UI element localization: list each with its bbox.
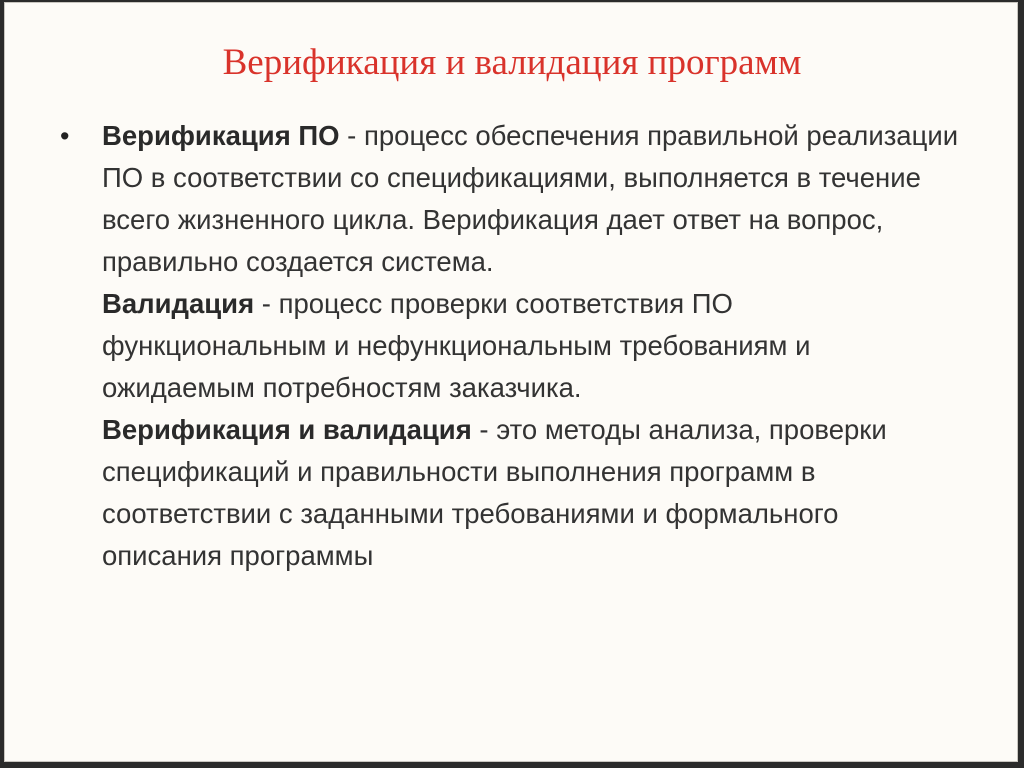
definition-verification-text: - процесс обеспечения правильной реализации ПО в соответствии со спецификациями, выполняется в течение всего жизненного цикла. Верификация дает ответ на вопрос, правильно создается система. [102, 120, 959, 277]
slide-title: Верификация и валидация программ [222, 42, 802, 83]
definition-verification-and-validation-text: - это методы анализа, проверки спецификаций и правильности выполнения программ в соответствии с заданными требованиями и формального описания программы [102, 414, 887, 571]
term-verification: Верификация ПО [102, 120, 340, 151]
definition-verification-and-validation [102, 409, 960, 577]
bullet-list [60, 115, 960, 577]
term-validation: Валидация [102, 288, 255, 319]
bullet-icon: • [60, 121, 70, 151]
term-verification-and-validation: Верификация и валидация [102, 414, 472, 445]
bullet-item [60, 115, 960, 577]
definition-validation [102, 283, 960, 409]
definition-verification [102, 115, 960, 283]
definition-validation-text: - процесс проверки соответствия ПО функциональным и нефункциональным требованиям и ожидаемым потребностям заказчика. [102, 288, 811, 403]
slide [4, 2, 1018, 762]
